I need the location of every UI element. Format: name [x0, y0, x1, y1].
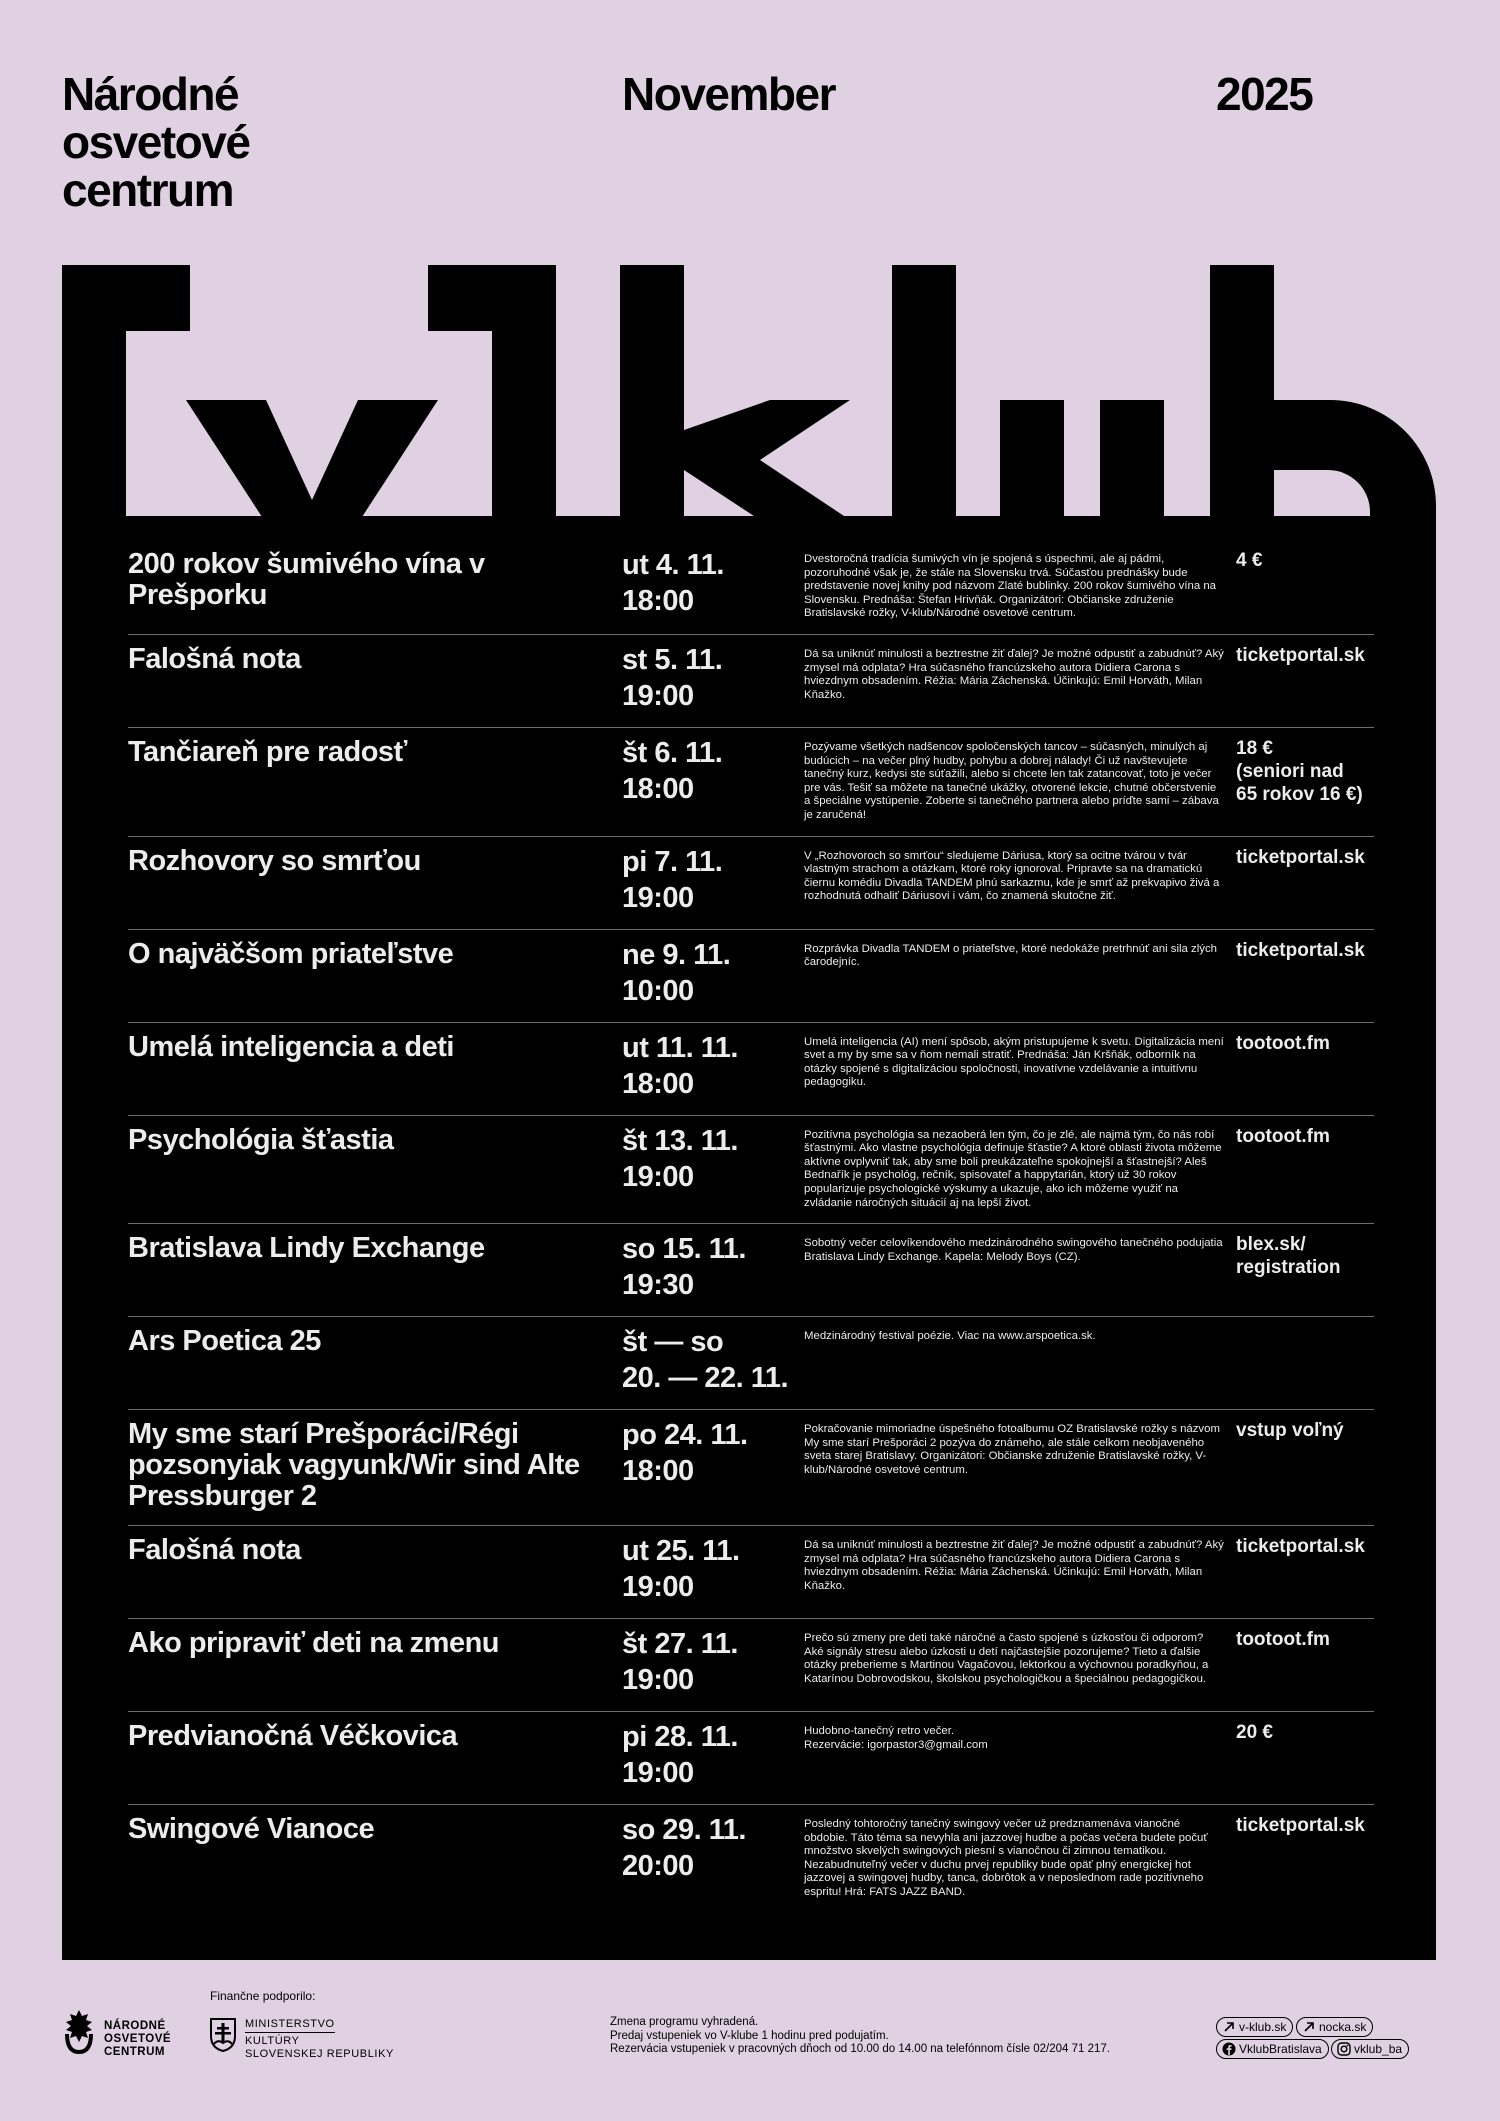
event-title: Falošná nota [128, 1534, 301, 1567]
event-price: tootoot.fm [1236, 1629, 1330, 1651]
event-date: ut 25. 11. 19:00 [622, 1535, 740, 1604]
event-title: Rozhovory so smrťou [128, 844, 421, 877]
event-date: ne 9. 11. 10:00 [622, 938, 731, 1007]
event-title: Ars Poetica 25 [128, 1325, 321, 1358]
event-description: Rozprávka Divadla TANDEM o priateľstve, ktoré nedokáže pretrhnúť ani sila zlých čarodejníc. [804, 942, 1217, 969]
event-date: št — so 20. — 22. 11. [622, 1326, 789, 1395]
event-title: Umelá inteligencia a deti [128, 1030, 454, 1063]
event-date: št 27. 11. 19:00 [622, 1628, 738, 1697]
event-price: vstup voľný [1236, 1420, 1344, 1442]
instagram-link[interactable] [1331, 2039, 1409, 2059]
event-description: V „Rozhovoroch so smrťou“ sledujeme Dáriusa, ktorý sa ocitne tvárou v tvár vlastným strachom a otázkam, ktoré roky ignoroval. Pripravte sa na dramatickú čiernu komédiu Divadla TANDEM plnú sarkazmu, kde je smrť až prekvapivo živá a rozhodnutá odhaliť Dáriusovi i vám, čo znamená skutočne žiť. [804, 849, 1220, 903]
event-price: 20 € [1236, 1722, 1273, 1744]
event-price: ticketportal.sk [1236, 1536, 1365, 1558]
event-price: ticketportal.sk [1236, 644, 1365, 666]
event-date: št 6. 11. 18:00 [622, 736, 723, 805]
event-price: 18 € (seniori nad 65 rokov 16 €) [1236, 737, 1363, 805]
event-price [1236, 1326, 1374, 1396]
event-price: ticketportal.sk [1236, 846, 1365, 868]
event-title: Swingové Vianoce [128, 1813, 375, 1846]
ministry-text [245, 2018, 394, 2061]
month-title: November [622, 68, 835, 120]
event-title: Psychológia šťastia [128, 1123, 394, 1156]
slovak-crest-icon [210, 2018, 236, 2052]
event-row [128, 1023, 1374, 1116]
event-price: tootoot.fm [1236, 1125, 1330, 1147]
organization-title: Národné osvetové centrum [62, 68, 250, 216]
event-row [128, 837, 1374, 930]
arrow-up-right-icon [1222, 2020, 1236, 2034]
event-description: Dvestoročná tradícia šumivých vín je spojená s úspechmi, ale aj pádmi, pozoruhodné však je, že stále na Slovensku trvá. Súčasťou prednášky bude predstavenie novej knihy pod názvom Zlaté bublinky. 200 rokov šumivého vína na Slovensku. Prednáša: Štefan Hrivňák. Organizátori: Občianske združenie Bratislavské rožky, V-klub/Národné osvetové centrum. [804, 553, 1216, 620]
support-label: Finančne podporilo: [210, 1989, 316, 2003]
event-date: pi 28. 11. 19:00 [622, 1721, 738, 1790]
instagram-link-label: vklub_ba [1354, 2042, 1403, 2056]
event-date: ut 11. 11. 18:00 [622, 1031, 738, 1100]
events-list [128, 540, 1374, 1913]
event-description: Posledný tohtoročný tanečný swingový večer už predznamenáva vianočné obdobie. Táto téma sa nevyhla ani jazzovej hudbe a počas večera budete počuť množstvo skvelých swingových piesní s vianočnou či zimnou tematikou. Nezabudnuteľný večer v duchu prvej republiky bude opäť plný energickej hot jazzovej a swingovej hudby, tanca, dobrôtok a v neposlednom rade pozitívneho espritu! Hrá: FATS JAZZ BAND. [804, 1818, 1208, 1899]
event-row [128, 728, 1374, 837]
event-title: My sme starí Prešporáci/Régi pozsonyiak vagyunk/Wir sind Alte Pressburger 2 [128, 1418, 580, 1513]
event-description: Pozitívna psychológia sa nezaoberá len tým, čo je zlé, ale najmä tým, čo nás robí šťastnými. Ako vlastne psychológia definuje šťastie? A ktoré oblasti života môžeme aktívne ovplyvniť tak, aby sme boli preukázateľne spokojnejší a šťastnejší? Aleš Bednařík je psychológ, rečník, spisovateľ a happytarián, ktorý už 30 rokov popularizuje psychologické výskumy a ukazuje, ako ich môžeme využiť na zvládanie náročných situácií aj na lepší život. [804, 1128, 1222, 1209]
event-row [128, 1526, 1374, 1619]
event-title: Falošná nota [128, 642, 301, 675]
instagram-icon [1337, 2042, 1351, 2056]
event-date: so 29. 11. 20:00 [622, 1814, 746, 1883]
note-reservation: Rezervácia vstupeniek v pracovných dňoch od 10.00 do 14.00 na telefónnom čísle 02/204 71 217. [610, 2043, 1110, 2055]
event-date: ut 4. 11. 18:00 [622, 549, 724, 617]
event-title: 200 rokov šumivého vína v Prešporku [128, 548, 485, 611]
event-description: Medzinárodný festival poézie. Viac na www.arspoetica.sk. [804, 1330, 1096, 1343]
event-description: Sobotný večer celovíkendového medzinárodného swingového tanečného podujatia Bratislava Lindy Exchange. Kapela: Melody Boys (CZ). [804, 1237, 1223, 1263]
event-row [128, 1712, 1374, 1805]
facebook-link[interactable] [1216, 2039, 1329, 2059]
event-description: Dá sa uniknúť minulosti a beztrestne žiť ďalej? Je možné odpustiť a zabudnúť? Aký zmysel má odplata? Hra súčasného francúzskeho autora Didiera Carona s hviezdnym obsadením. Réžia: Mária Záchenská. Účinkujú: Emil Horváth, Milan Kňažko. [804, 647, 1224, 701]
event-row [128, 930, 1374, 1023]
ministry-line-2: KULTÚRY [245, 2035, 300, 2047]
event-description: Pokračovanie mimoriadne úspešného fotoalbumu OZ Bratislavské rožky s názvom My sme starí Prešporáci 2 pozýva do známeho, ale stále celkom neobjaveného sveta starej Bratislavy. Organizátori: Občianske združenie Bratislavské rožky, V-klub/Národné osvetové centrum. [804, 1423, 1220, 1476]
event-description: Hudobno-tanečný retro večer. Rezervácie: igorpastor3@gmail.com [804, 1725, 988, 1751]
event-price: blex.sk/ registration [1236, 1234, 1341, 1279]
event-row [128, 1317, 1374, 1410]
event-row [128, 1805, 1374, 1913]
event-row [128, 635, 1374, 728]
event-date: po 24. 11. 18:00 [622, 1419, 748, 1488]
facebook-icon [1222, 2042, 1236, 2056]
vklub-wordmark [62, 265, 1436, 520]
vklub-link-label: v-klub.sk [1239, 2020, 1287, 2034]
event-price: ticketportal.sk [1236, 1815, 1365, 1837]
event-price: tootoot.fm [1236, 1032, 1330, 1054]
nocka-link-label: nocka.sk [1319, 2020, 1367, 2034]
event-title: Tančiareň pre radosť [128, 735, 407, 768]
event-date: so 15. 11. 19:30 [622, 1233, 746, 1302]
event-description: Dá sa uniknúť minulosti a beztrestne žiť ďalej? Je možné odpustiť a zabudnúť? Aký zmysel má odplata? Hra súčasného francúzskeho autora Didiera Carona s hviezdnym obsadením. Réžia: Mária Záchenská. Účinkujú: Emil Horváth, Milan Kňažko. [804, 1539, 1224, 1592]
footer [0, 1980, 1500, 2121]
footer-notes [610, 2016, 1110, 2057]
event-title: O najväčšom priateľstve [128, 937, 454, 970]
event-title: Predvianočná Véčkovica [128, 1720, 458, 1753]
arrow-up-right-icon [1302, 2020, 1316, 2034]
event-date: pi 7. 11. 19:00 [622, 845, 723, 914]
event-price: 4 € [1236, 550, 1263, 571]
vklub-link[interactable] [1216, 2017, 1293, 2037]
event-row [128, 540, 1374, 635]
event-description: Pozývame všetkých nadšencov spoločenských tancov – súčasných, minulých aj budúcich – na večer plný hudby, pohybu a dobrej nálady! Či už navštevujete tanečný kurz, kedysi ste súťažili, alebo si chcete len tak zatancovať, toto je večer pre vás. Tešiť sa môžete na tanečné ukážky, otvorené lekcie, chutné občerstvenie a špeciálne vystúpenie. Zoberte si tanečného partnera alebo príďte sami – zábava je zaručená! [804, 740, 1219, 821]
ministry-line-1: MINISTERSTVO [245, 2018, 335, 2033]
note-ticket-sale: Predaj vstupeniek vo V-klube 1 hodinu pred podujatím. [610, 2029, 889, 2042]
noc-logo-text: NÁRODNÉ OSVETOVÉ CENTRUM [104, 2020, 172, 2058]
event-title: Bratislava Lindy Exchange [128, 1232, 485, 1265]
event-row [128, 1224, 1374, 1317]
note-program-change: Zmena programu vyhradená. [610, 2016, 759, 2028]
event-title: Ako pripraviť deti na zmenu [128, 1627, 500, 1660]
event-date: št 13. 11. 19:00 [622, 1124, 738, 1193]
ministry-line-3: SLOVENSKEJ REPUBLIKY [245, 2048, 394, 2060]
year-title: 2025 [1216, 68, 1313, 120]
event-row [128, 1410, 1374, 1526]
noc-logo-icon [62, 2008, 96, 2056]
event-row [128, 1116, 1374, 1225]
event-row [128, 1619, 1374, 1712]
nocka-link[interactable] [1296, 2017, 1373, 2037]
event-price: ticketportal.sk [1236, 939, 1365, 961]
event-description: Umelá inteligencia (AI) mení spôsob, akým pristupujeme k svetu. Digitalizácia mení svet a my by sme sa v ňom nemali stratiť. Prednáša: Ján Kršňák, odborník na otázky spojené s digitalizáciou spoločnosti, inovatívne vzdelávanie a intuitívnu pedagogiku. [804, 1035, 1224, 1089]
event-date: st 5. 11. 19:00 [622, 643, 723, 712]
event-description: Prečo sú zmeny pre deti také náročné a často spojené s úzkosťou či odporom? Aké signály stresu alebo úzkosti u detí najčastejšie pozorujeme? Tieto a ďalšie otázky preberieme s Martinou Vagačovou, lektorkou a výchovnou poradkyňou, a Katarínou Dobrovodskou, školskou psychologičkou a špeciálnou pedagogičkou. [804, 1632, 1209, 1685]
facebook-link-label: VklubBratislava [1239, 2042, 1322, 2056]
